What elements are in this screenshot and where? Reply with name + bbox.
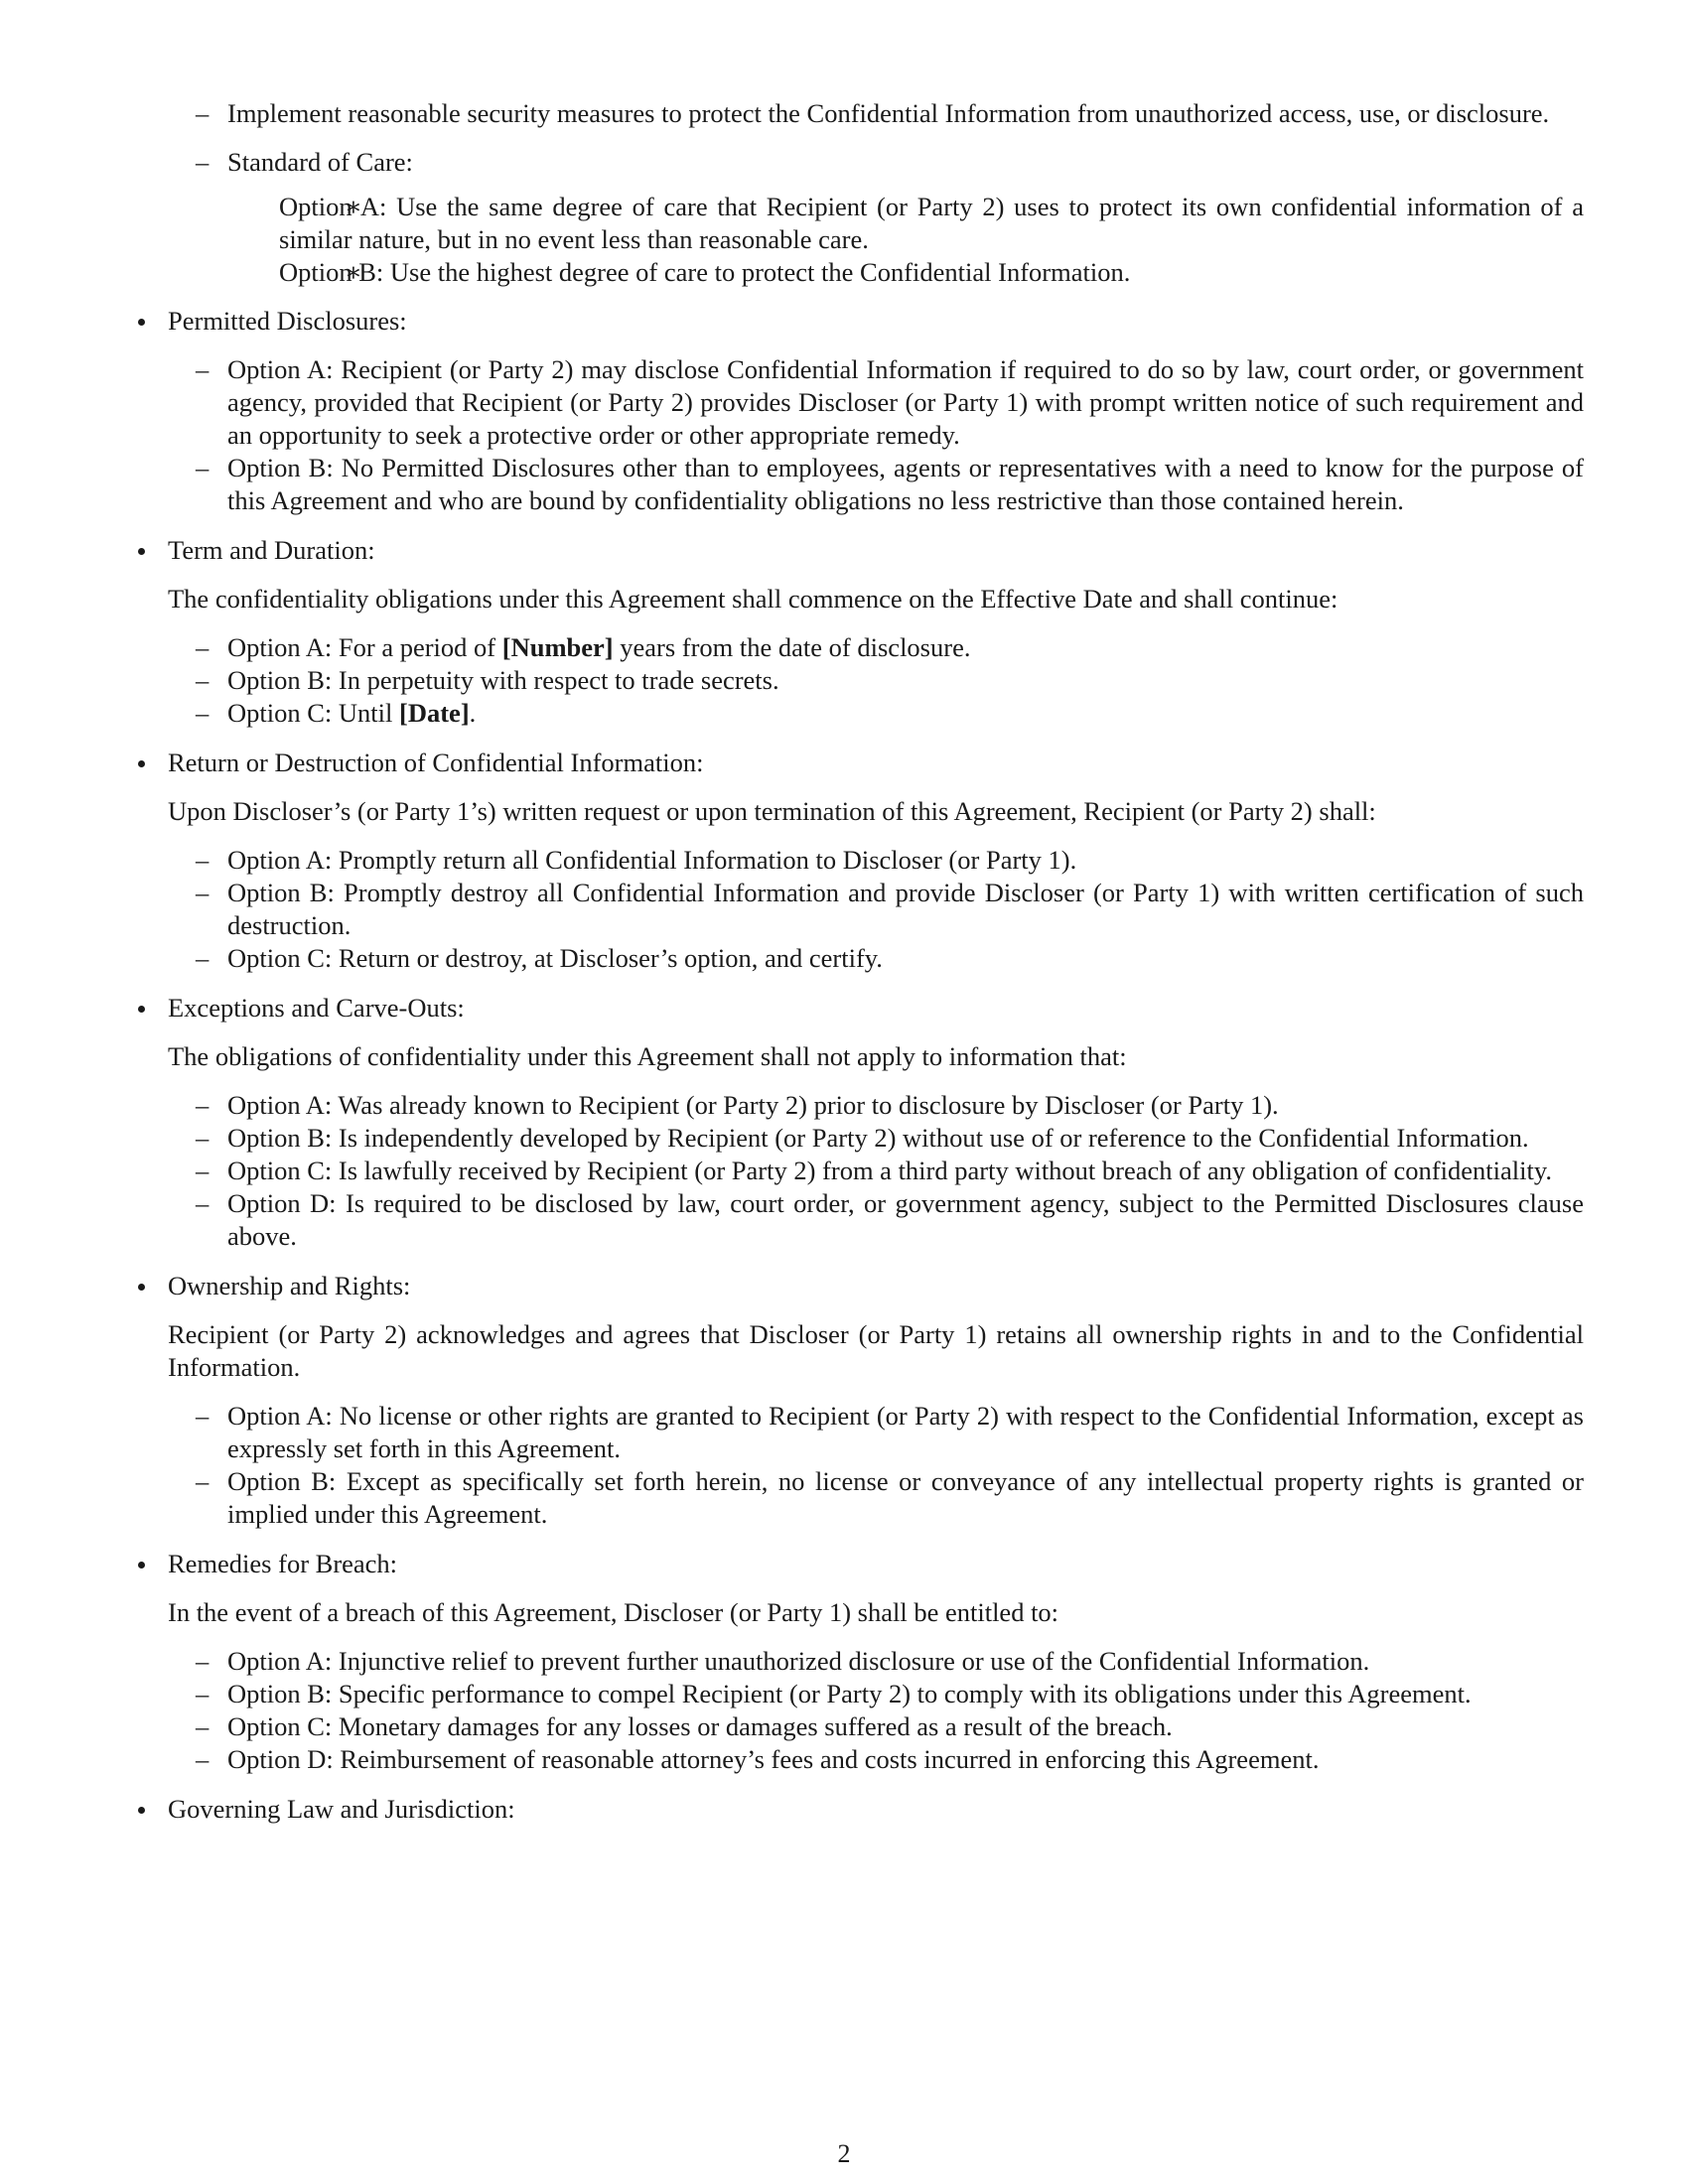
list-item: – Implement reasonable security measures to protect the Confidential Information from unauthorized access, use, or disclosure. (132, 97, 1584, 130)
list-item: – Option A: No license or other rights are granted to Recipient (or Party 2) with respect to the Confidential Information, except as expressly set forth in this Agreement. (168, 1400, 1584, 1465)
care-options-list (227, 191, 1584, 289)
options-list (168, 353, 1584, 517)
list-item: – Option B: Specific performance to compel Recipient (or Party 2) to comply with its obligations under this Agreement. (168, 1678, 1584, 1710)
clause-intro: Recipient (or Party 2) acknowledges and agrees that Discloser (or Party 1) retains all ownership rights in and to the Confidential Information. (168, 1319, 1584, 1382)
options-list (168, 1400, 1584, 1531)
clause-intro: Upon Discloser’s (or Party 1’s) written request or upon termination of this Agreement, Recipient (or Party 2) shall: (168, 796, 1376, 826)
clause-governing-law (132, 1793, 1584, 1826)
clause-intro: In the event of a breach of this Agreement, Discloser (or Party 1) shall be entitled to: (168, 1597, 1059, 1627)
number-placeholder: [Number] (501, 632, 614, 662)
clause-ownership (132, 1270, 1584, 1531)
list-item: – Option B: No Permitted Disclosures other than to employees, agents or representatives with a need to know for the purpose of this Agreement and who are bound by confidentiality obligations no less restrictive than those contained herein. (168, 452, 1584, 517)
options-list (168, 844, 1584, 975)
clause-remedies (132, 1548, 1584, 1776)
clause-return-destruction (132, 747, 1584, 975)
option-text: Option A: For a period of (227, 632, 502, 662)
option-text: Option C: Until (227, 698, 400, 728)
list-item: – Option B: In perpetuity with respect to trade secrets. (168, 664, 1584, 697)
list-item: – Option A: Injunctive relief to prevent further unauthorized disclosure or use of the Confidential Information. (168, 1645, 1584, 1678)
standard-of-care-label: Standard of Care: (227, 147, 413, 177)
options-list (168, 1089, 1584, 1253)
page-content (132, 97, 1584, 1826)
option-text: . (469, 698, 477, 728)
date-placeholder: [Date] (399, 698, 470, 728)
list-item: – Option C: Is lawfully received by Recipient (or Party 2) from a third party without breach of any obligation of confidentiality. (168, 1155, 1584, 1187)
clause-intro: The confidentiality obligations under this Agreement shall commence on the Effective Date and shall continue: (168, 584, 1338, 614)
list-item: – Option B: Promptly destroy all Confidential Information and provide Discloser (or Party 1) with written certification of such destruction. (168, 877, 1584, 942)
list-item: – Option D: Is required to be disclosed by law, court order, or government agency, subject to the Permitted Disclosures clause above. (168, 1187, 1584, 1253)
option-text: years from the date of disclosure. (613, 632, 971, 662)
clause-heading: Ownership and Rights: (168, 1271, 411, 1300)
list-item: – Option D: Reimbursement of reasonable attorney’s fees and costs incurred in enforcing this Agreement. (168, 1743, 1584, 1776)
list-item: – Option A: Was already known to Recipient (or Party 2) prior to disclosure by Discloser (or Party 1). (168, 1089, 1584, 1122)
list-item (168, 631, 1584, 664)
options-list (168, 631, 1584, 730)
list-item: ∗ Option B: Use the highest degree of care to protect the Confidential Information. (227, 256, 1584, 289)
security-list (132, 97, 1584, 289)
clause-list (132, 305, 1584, 1826)
clause-heading: Remedies for Breach: (168, 1549, 398, 1578)
list-item (132, 146, 1584, 289)
clause-heading: Governing Law and Jurisdiction: (168, 1794, 515, 1824)
list-item: – Option B: Is independently developed by Recipient (or Party 2) without use of or reference to the Confidential Information. (168, 1122, 1584, 1155)
clause-term-duration (132, 534, 1584, 730)
list-item: – Option B: Except as specifically set forth herein, no license or conveyance of any intellectual property rights is granted or implied under this Agreement. (168, 1465, 1584, 1531)
clause-heading: Return or Destruction of Confidential Information: (168, 748, 704, 777)
list-item: – Option C: Return or destroy, at Discloser’s option, and certify. (168, 942, 1584, 975)
list-item: – Option C: Monetary damages for any losses or damages suffered as a result of the breach. (168, 1710, 1584, 1743)
clause-heading: Permitted Disclosures: (168, 306, 407, 336)
list-item: – Option A: Promptly return all Confidential Information to Discloser (or Party 1). (168, 844, 1584, 877)
clause-exceptions (132, 992, 1584, 1253)
clause-heading: Exceptions and Carve-Outs: (168, 993, 465, 1023)
clause-permitted-disclosures (132, 305, 1584, 517)
list-item: – Option A: Recipient (or Party 2) may disclose Confidential Information if required to do so by law, court order, or government agency, provided that Recipient (or Party 2) provides Discloser (or Party 1) with prompt written notice of such requirement and an opportunity to seek a protective order or other appropriate remedy. (168, 353, 1584, 452)
clause-heading: Term and Duration: (168, 535, 375, 565)
options-list (168, 1645, 1584, 1776)
list-item (168, 697, 1584, 730)
clause-intro: The obligations of confidentiality under this Agreement shall not apply to information that: (168, 1041, 1127, 1071)
list-item: ∗ Option A: Use the same degree of care that Recipient (or Party 2) uses to protect its own confidential information of a similar nature, but in no event less than reasonable care. (227, 191, 1584, 256)
page-number: 2 (837, 2139, 851, 2168)
